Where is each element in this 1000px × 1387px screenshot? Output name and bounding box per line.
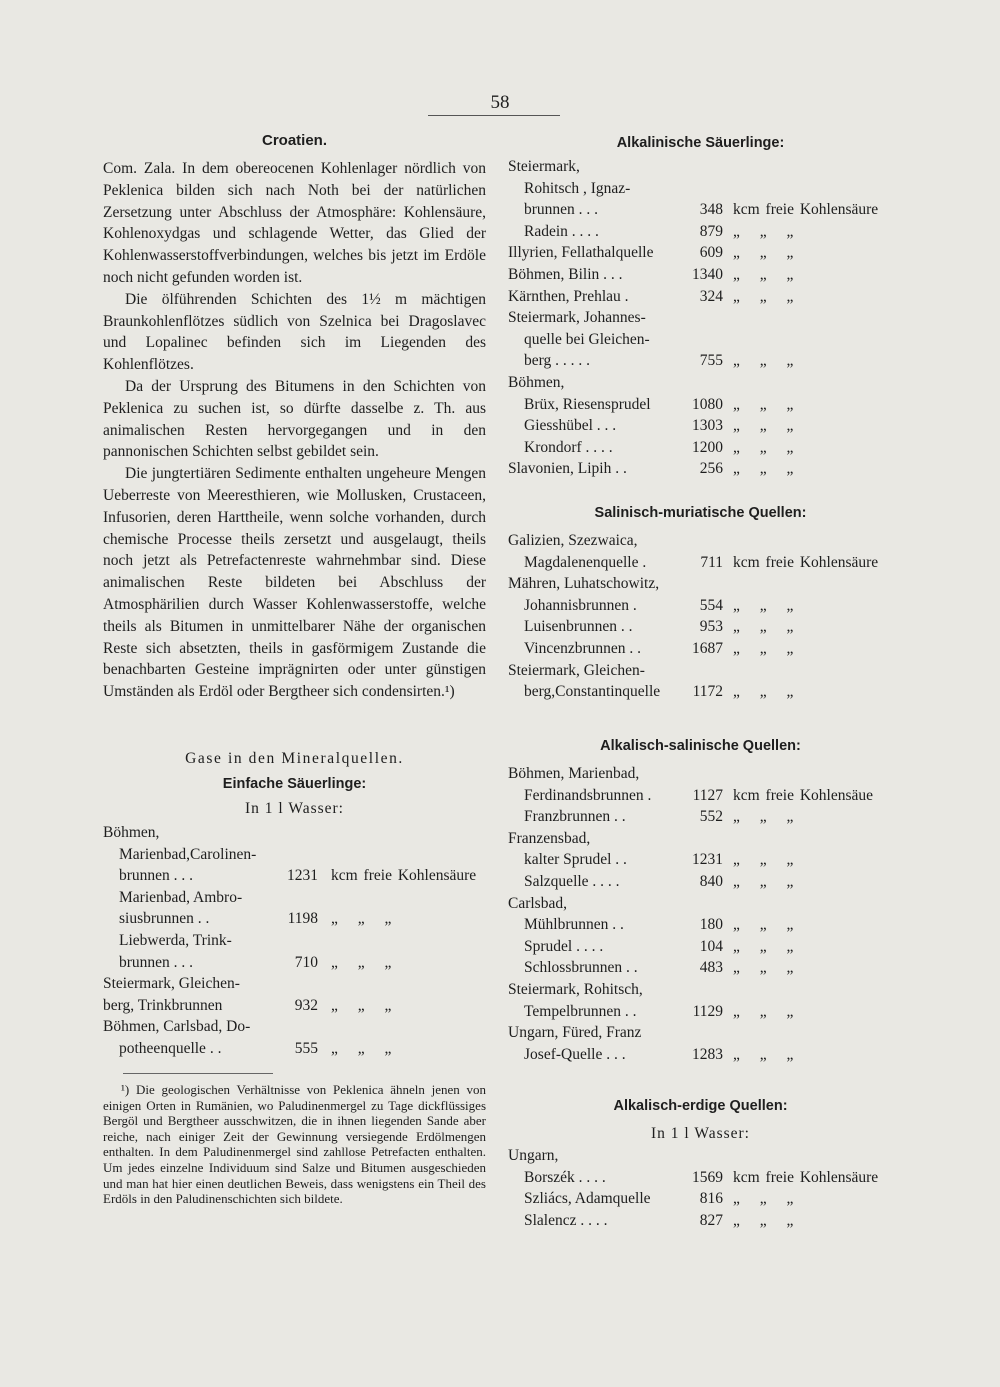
einfache-title: Einfache Säuerlinge: (222, 776, 367, 792)
row-unit: „ „ „ (733, 618, 794, 636)
table-row (508, 221, 893, 243)
row-value: 180 (699, 916, 723, 934)
row-location: Sprudel . . . . (524, 937, 604, 955)
einfache-unit: In 1 l Wasser: (245, 800, 344, 817)
table-row (508, 1167, 893, 1189)
row-value: 256 (699, 460, 723, 478)
table-row (508, 437, 893, 459)
row-value: 1303 (692, 417, 723, 435)
row-unit: „ „ „ (733, 266, 794, 283)
row-value: 840 (699, 873, 723, 890)
row-location: berg, Trinkbrunnen (103, 996, 223, 1014)
paragraph-3: Da der Ursprung des Bitumens in den Schichten von Peklenica zu suchen ist, so dürfte dasselbe z. Th. aus animalischen Resten hervorgegangen und in den pannonischen Schichten selbst gebildet sein. (103, 377, 486, 461)
row-unit: „ „ „ (733, 395, 794, 413)
table-row (508, 595, 893, 617)
row-unit: „ „ „ (733, 683, 794, 701)
row-unit: „ „ „ (733, 438, 794, 456)
table-row (103, 1038, 486, 1060)
table-row (508, 936, 893, 958)
row-value: 816 (699, 1190, 723, 1208)
table-row (508, 372, 893, 394)
row-location: Tempelbrunnen . . (524, 1002, 637, 1020)
table-row (508, 893, 893, 915)
row-value: 483 (699, 959, 723, 977)
table-row (508, 1188, 893, 1210)
table-row (508, 573, 893, 595)
table-row (103, 822, 486, 844)
row-location: brunnen . . . (119, 953, 194, 971)
table-row (508, 1145, 893, 1167)
row-unit: kcm freie Kohlensäure (733, 1168, 879, 1186)
row-location: Böhmen, Bilin . . . (508, 266, 623, 283)
table-row (103, 973, 486, 995)
table-row (103, 930, 486, 952)
row-location: Krondorf . . . . (524, 438, 613, 456)
table-row (508, 307, 893, 329)
row-location: potheenquelle . . (119, 1040, 222, 1057)
row-value: 555 (294, 1040, 318, 1057)
row-location: Slavonien, Lipih . . (508, 460, 627, 478)
paragraph-2: Die ölführenden Schichten des 1½ m mächtigen Braunkohlenflötzes südlich von Szelnica bei Dragoslavec und Lopalinec befinden sich im Liegenden des Kohlenflötzes. (103, 290, 486, 374)
row-unit: „ „ „ (331, 1040, 392, 1057)
table-row (508, 350, 893, 372)
row-location: Steiermark, Johannes- (508, 309, 646, 327)
row-location: Steiermark, Gleichen- (508, 661, 645, 679)
page-number: 58 (490, 92, 510, 113)
row-location: Marienbad, Ambro- (119, 888, 243, 906)
row-location: Galizien, Szezwaica, (508, 532, 638, 549)
row-unit: „ „ „ (331, 910, 392, 928)
table-row (103, 844, 486, 866)
alkalinische-title: Alkalinische Säuerlinge: (616, 135, 785, 151)
salinisch-title: Salinisch-muriatische Quellen: (594, 505, 807, 521)
row-unit: „ „ „ (733, 1045, 794, 1063)
row-value: 1283 (692, 1045, 723, 1063)
row-location: Schlossbrunnen . . (524, 959, 638, 977)
table-row (508, 828, 893, 850)
table-row (508, 806, 893, 828)
body-text (103, 158, 486, 703)
table-row (508, 178, 893, 200)
row-value: 879 (699, 222, 723, 240)
gase-title: Gase in den Mineralquellen. (185, 750, 404, 767)
row-location: Steiermark, Gleichen- (103, 975, 240, 993)
alkalisch-erdig-title: Alkalisch-erdige Quellen: (613, 1098, 788, 1114)
row-location: Steiermark, Rohitsch, (508, 981, 643, 998)
row-location: Giesshübel . . . (524, 417, 617, 435)
row-unit: „ „ „ (331, 996, 392, 1014)
row-value: 104 (699, 937, 723, 955)
row-location: Franzbrunnen . . (524, 808, 626, 826)
row-location: Josef-Quelle . . . (524, 1045, 626, 1063)
row-location: Brüx, Riesensprudel (524, 395, 651, 413)
row-value: 1231 (692, 851, 723, 869)
row-unit: „ „ „ (733, 222, 794, 240)
row-unit: „ „ „ (733, 873, 794, 890)
row-value: 1687 (692, 640, 723, 657)
row-value: 827 (699, 1211, 723, 1229)
table-row (508, 914, 893, 936)
row-location: Vincenzbrunnen . . (524, 640, 641, 657)
row-value: 552 (699, 808, 723, 826)
table-row (508, 1022, 893, 1044)
row-unit: „ „ „ (733, 352, 794, 370)
table-row (508, 530, 893, 552)
table-row (508, 763, 893, 785)
table-row (103, 1016, 486, 1038)
table-row (508, 242, 893, 264)
row-location: Johannisbrunnen . (524, 596, 637, 614)
row-value: 1129 (692, 1002, 723, 1020)
row-location: Salzquelle . . . . (524, 873, 620, 890)
row-unit: „ „ „ (733, 417, 794, 435)
row-unit: kcm freie Kohlensäure (733, 553, 879, 571)
table-row (508, 660, 893, 682)
row-value: 711 (700, 553, 723, 571)
row-location: Slalencz . . . . (524, 1211, 608, 1229)
table-row (508, 871, 893, 893)
table-row (508, 552, 893, 574)
row-unit: „ „ „ (733, 916, 794, 934)
table-row (508, 394, 893, 416)
table-row (103, 865, 486, 887)
row-value: 755 (699, 352, 723, 370)
row-location: Böhmen, (103, 824, 160, 841)
row-value: 1198 (287, 910, 318, 928)
footnote-rule (123, 1073, 273, 1074)
row-location: Ungarn, (508, 1147, 559, 1164)
row-value: 1080 (692, 395, 723, 413)
row-location: kalter Sprudel . . (524, 851, 627, 869)
row-value: 953 (699, 618, 723, 636)
row-location: Luisenbrunnen . . (524, 618, 633, 636)
table-row (103, 908, 486, 930)
row-value: 609 (699, 244, 723, 262)
row-unit: „ „ „ (733, 1211, 794, 1229)
table-row (508, 264, 893, 286)
table-row (508, 785, 893, 807)
table-row (103, 952, 486, 974)
row-location: Ungarn, Füred, Franz (508, 1024, 642, 1042)
row-location: Böhmen, Marienbad, (508, 765, 640, 782)
row-location: Liebwerda, Trink- (119, 932, 232, 949)
row-unit: „ „ „ (733, 808, 794, 826)
table-row (508, 415, 893, 437)
row-value: 1569 (692, 1168, 723, 1186)
row-location: Borszék . . . . (524, 1168, 606, 1186)
row-location: Mähren, Luhatschowitz, (508, 575, 660, 593)
row-value: 1172 (692, 683, 723, 701)
paragraph-4: Die jungtertiären Sedimente enthalten ungeheure Mengen Ueberreste von Meeresthieren, wie Mollusken, Crustaceen, Infusorien, deren Harttheile, wenn solche vorhanden, durch chemische Processe theils zersetzt und ausgelaugt, theils noch jetzt als Petrefactenreste wahrnehmbar sind. Diese animalischen Reste bildeten bei Abschluss der Atmosphärilien durch Wasser Kohlenwasserstoffe, welche theils als Bitumen in unmittelbarer Nähe der organischen Reste sich absetzten, theils in gasförmigem Zustande die benachbarten Gesteine imprägnirten oder unter günstigen Umständen als Erdöl oder Bergtheer sich condensirten.¹) (103, 465, 486, 701)
row-location: Franzensbad, (508, 829, 591, 847)
row-value: 1200 (692, 438, 723, 456)
row-unit: „ „ „ (733, 244, 794, 262)
table-row (508, 199, 893, 221)
table-row (508, 1210, 893, 1232)
table-row (508, 156, 893, 178)
table-row (508, 849, 893, 871)
table-row (508, 616, 893, 638)
row-location: Ferdinandsbrunnen . (524, 786, 652, 804)
row-location: brunnen . . . (119, 867, 194, 885)
row-location: Marienbad,Carolinen- (119, 845, 257, 863)
row-unit: „ „ „ (733, 460, 794, 478)
row-location: Szliács, Adamquelle (524, 1190, 651, 1208)
row-unit: kcm freie Kohlensäue (733, 786, 873, 804)
table-row (508, 1001, 893, 1023)
footnote: ¹) Die geologischen Verhältnisse von Peklenica ähneln jenen von einigen Orten in Rumänien, wo Paludinenmergel zu Tage dickflüssiges Bergöl und Bergtheer ausschwitzen, die in ihnen liegenden Sande aber reiche, nach einiger Zeit der Gewinnung versiegende Erdölmengen enthalten. In dem Paludinenmergel sind zahllose Petrefacten enthalten. Um jedes einzelne Individuum sind Salze und Bitumen ausgeschieden und man hat hier einen deutlichen Beweis, dass wenigstens ein Theil des Erdöls in den Paludinenschichten sich bildete. (103, 1082, 486, 1207)
row-location: Radein . . . . (524, 222, 599, 240)
table-row (508, 638, 893, 660)
table-row (508, 957, 893, 979)
table-row (508, 1044, 893, 1066)
row-unit: „ „ „ (733, 640, 794, 657)
row-unit: „ „ „ (733, 959, 794, 977)
row-location: Steiermark, (508, 158, 580, 175)
table-row (103, 995, 486, 1017)
row-value: 710 (294, 953, 318, 971)
row-value: 1127 (692, 786, 723, 804)
row-location: Mühlbrunnen . . (524, 916, 624, 934)
row-unit: „ „ „ (331, 953, 392, 971)
table-row (508, 329, 893, 351)
row-location: berg . . . . . (524, 352, 591, 370)
table-row (103, 887, 486, 909)
row-unit: „ „ „ (733, 937, 794, 955)
row-location: Kärnthen, Prehlau . (508, 287, 629, 305)
row-unit: kcm freie Kohlensäure (331, 867, 477, 885)
row-location: Carlsbad, (508, 894, 567, 912)
page-number-rule (428, 115, 560, 116)
row-unit: „ „ „ (733, 596, 794, 614)
row-value: 348 (699, 201, 723, 219)
row-location: siusbrunnen . . (119, 910, 210, 928)
row-value: 324 (699, 287, 723, 305)
row-unit: kcm freie Kohlensäure (733, 201, 879, 219)
section-heading-croatien: Croatien. (261, 132, 327, 149)
table-row (508, 286, 893, 308)
paragraph-1: Com. Zala. In dem obereocenen Kohlenlager nördlich von Peklenica bilden sich nach Noth bei der natürlichen Zersetzung unter Abschluss der Atmosphäre: Kohlensäure, Kohlenoxydgas und schlagende Wetter, das Glied der Kohlenwasserstoffverbindungen, welches bis jetzt im Erdöle noch nicht gefunden worden ist. (103, 160, 486, 286)
alkalisch-salinisch-title: Alkalisch-salinische Quellen: (600, 738, 801, 754)
table-row (508, 979, 893, 1001)
row-location: brunnen . . . (524, 201, 599, 219)
row-location: Illyrien, Fellathalquelle (508, 244, 654, 262)
table-row (508, 681, 893, 703)
row-value: 932 (294, 996, 318, 1014)
row-value: 554 (699, 596, 723, 614)
row-location: Böhmen, Carlsbad, Do- (103, 1018, 251, 1036)
row-location: Magdalenenquelle . (524, 553, 647, 571)
row-value: 1231 (287, 867, 318, 885)
row-value: 1340 (692, 266, 723, 283)
table-row (508, 458, 893, 480)
row-unit: „ „ „ (733, 1002, 794, 1020)
row-unit: „ „ „ (733, 851, 794, 869)
row-location: Böhmen, (508, 374, 565, 391)
row-unit: „ „ „ (733, 287, 794, 305)
row-location: quelle bei Gleichen- (524, 330, 650, 348)
row-location: berg,Constantinquelle (524, 683, 661, 701)
row-unit: „ „ „ (733, 1190, 794, 1208)
erdig-unit: In 1 l Wasser: (651, 1125, 750, 1142)
row-location: Rohitsch , Ignaz- (524, 179, 631, 197)
